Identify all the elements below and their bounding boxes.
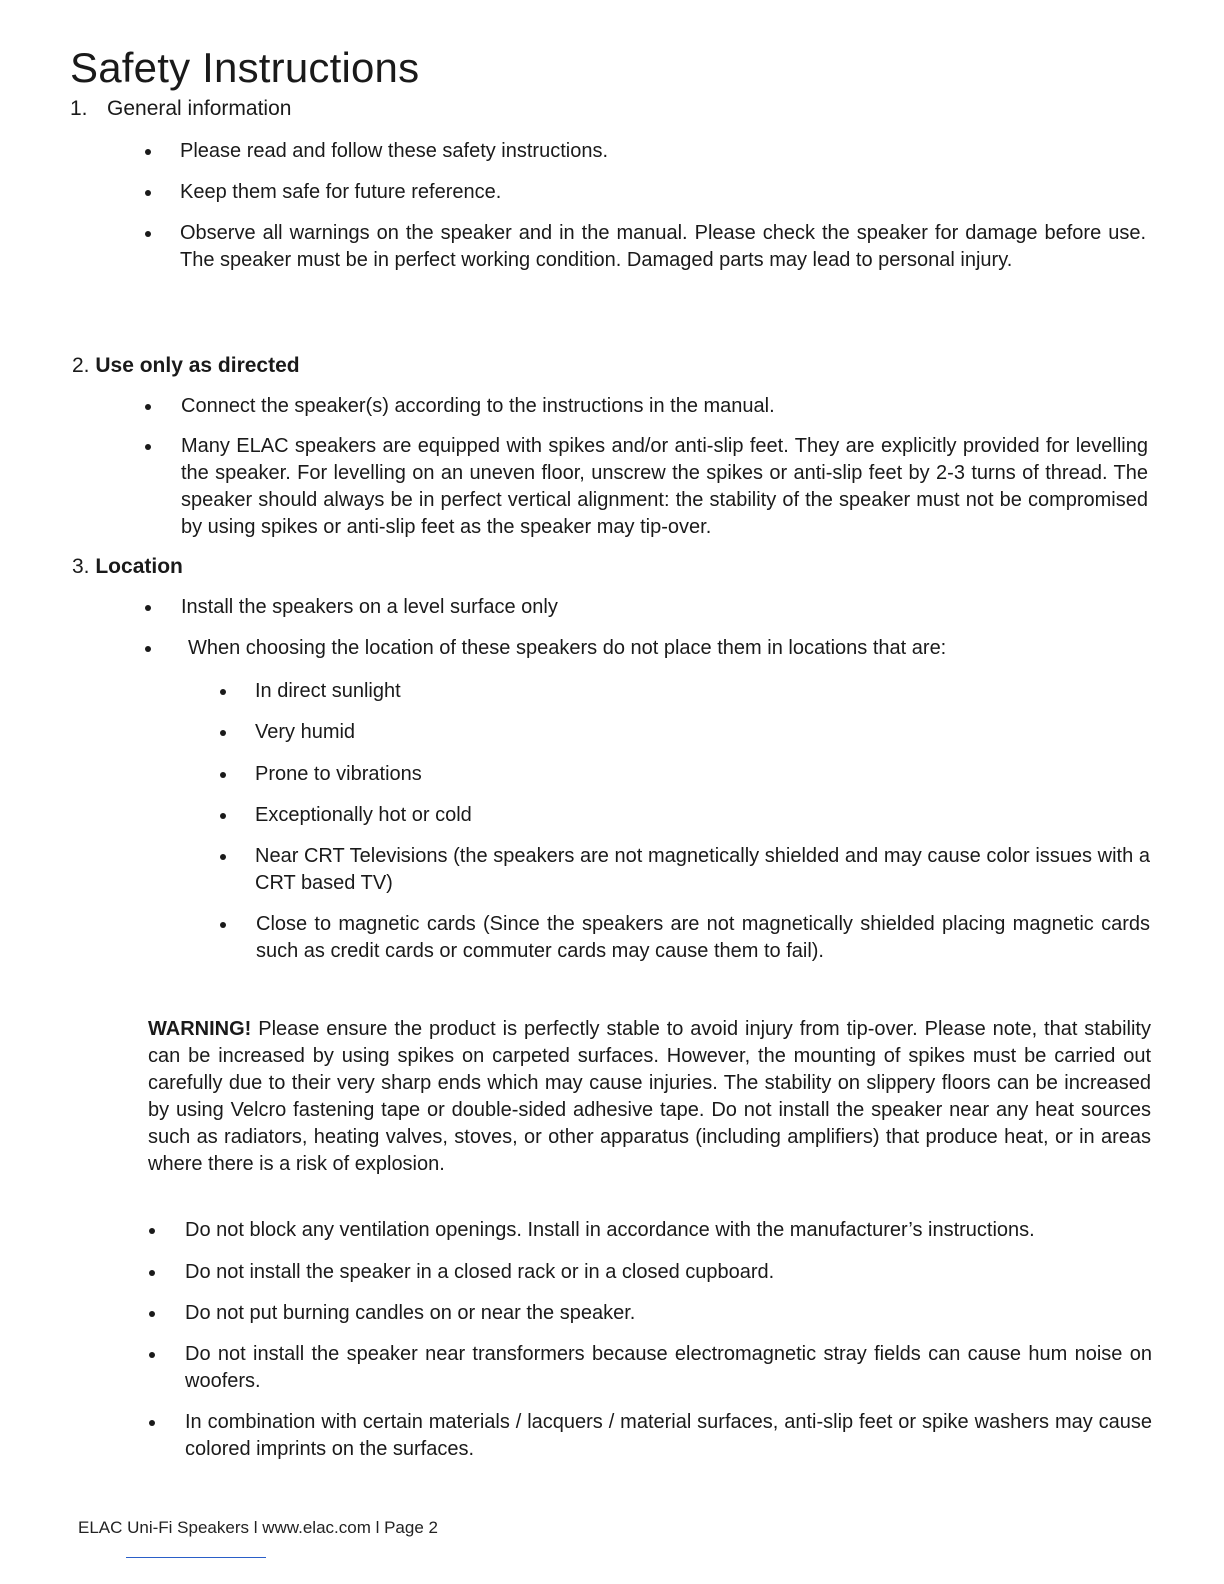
sub-list-item: [220, 843, 1150, 897]
list-item-text: Close to magnetic cards (Since the speakers are not magnetically shielded placing magnetic cards such as credit cards or commuter cards may cause them to fail).: [256, 913, 1150, 962]
section-heading-location: [72, 555, 183, 579]
list-item-text: Observe all warnings on the speaker and in the manual. Please check the speaker for damage before use. The speaker must be in perfect working condition. Damaged parts may lead to personal injury.: [180, 222, 1146, 271]
section-title: Location: [95, 555, 183, 578]
list-item: [145, 635, 1148, 662]
list-item-text: Do not install the speaker near transformers because electromagnetic stray fields can cause hum noise on woofers.: [185, 1343, 1152, 1392]
sub-list-item: [220, 678, 1150, 705]
list-item: [149, 1300, 1152, 1327]
list-item: [145, 433, 1148, 541]
list-item: [149, 1341, 1152, 1395]
list-item: [145, 594, 1148, 621]
list-item-text: Do not block any ventilation openings. Install in accordance with the manufacturer’s instructions.: [185, 1219, 1035, 1241]
list-item-text: Install the speakers on a level surface only: [181, 596, 558, 618]
sub-list-item: [220, 802, 1150, 829]
section-title: Use only as directed: [95, 354, 300, 377]
section-heading-use-only-as-directed: [72, 354, 300, 378]
list-item-text: Very humid: [255, 721, 356, 743]
list-item-text: Please read and follow these safety instructions.: [180, 140, 609, 162]
list-item: [149, 1217, 1152, 1244]
section-number: 2.: [72, 354, 90, 377]
warning-text: Please ensure the product is perfectly stable to avoid injury from tip-over. Please note, that stability can be increased by using spikes on carpeted surfaces. However, the mounting of spikes must be carried out carefully due to their very sharp ends which may cause injuries. The stability on slippery floors can be increased by using Velcro fastening tape or double-sided adhesive tape. Do not install the speaker near any heat sources such as radiators, heating valves, stoves, or other apparatus (including amplifiers) that produce heat, or in areas where there is a risk of explosion.: [148, 1018, 1151, 1175]
list-item-text: Many ELAC speakers are equipped with spikes and/or anti-slip feet. They are explicitly provided for levelling the speaker. For levelling on an uneven floor, unscrew the spikes or anti-slip feet by 2-3 turns of thread. The speaker should always be in perfect vertical alignment: the stability of the speaker must not be compromised by using spikes or anti-slip feet as the speaker may tip-over.: [181, 435, 1148, 538]
section-number: 1.: [70, 97, 88, 120]
list-item: [145, 138, 1146, 165]
list-item: [145, 179, 1146, 206]
list-item-text: Keep them safe for future reference.: [180, 181, 502, 203]
section-title: General information: [107, 97, 292, 120]
list-item-text: In direct sunlight: [255, 680, 401, 702]
list-item: [145, 220, 1146, 274]
sub-list-item: [220, 719, 1150, 746]
list-item: [149, 1409, 1152, 1463]
warning-paragraph: [148, 1016, 1151, 1178]
section-number: 3.: [72, 555, 90, 578]
page-title: Safety Instructions: [70, 44, 420, 92]
footer-divider: [126, 1557, 266, 1558]
list-item-text: Exceptionally hot or cold: [255, 804, 472, 826]
list-item-text: Do not install the speaker in a closed rack or in a closed cupboard.: [185, 1261, 775, 1283]
list-item-text: In combination with certain materials / lacquers / material surfaces, anti-slip feet or spike washers may cause colored imprints on the surfaces.: [185, 1411, 1152, 1460]
sub-list-item: [220, 761, 1150, 788]
list-item-text: When choosing the location of these speakers do not place them in locations that are:: [188, 637, 947, 659]
list-item-text: Do not put burning candles on or near the speaker.: [185, 1302, 636, 1324]
list-item: [145, 393, 1148, 420]
list-item: [149, 1259, 1152, 1286]
page-footer: ELAC Uni-Fi Speakers l www.elac.com l Page 2: [78, 1518, 438, 1537]
section-heading-general-information: [70, 97, 291, 121]
warning-label: WARNING!: [148, 1018, 252, 1040]
sub-list-item: [220, 911, 1150, 965]
list-item-text: Connect the speaker(s) according to the instructions in the manual.: [181, 395, 775, 417]
list-item-text: Prone to vibrations: [255, 763, 422, 785]
list-item-text: Near CRT Televisions (the speakers are not magnetically shielded and may cause color issues with a CRT based TV): [255, 845, 1150, 894]
